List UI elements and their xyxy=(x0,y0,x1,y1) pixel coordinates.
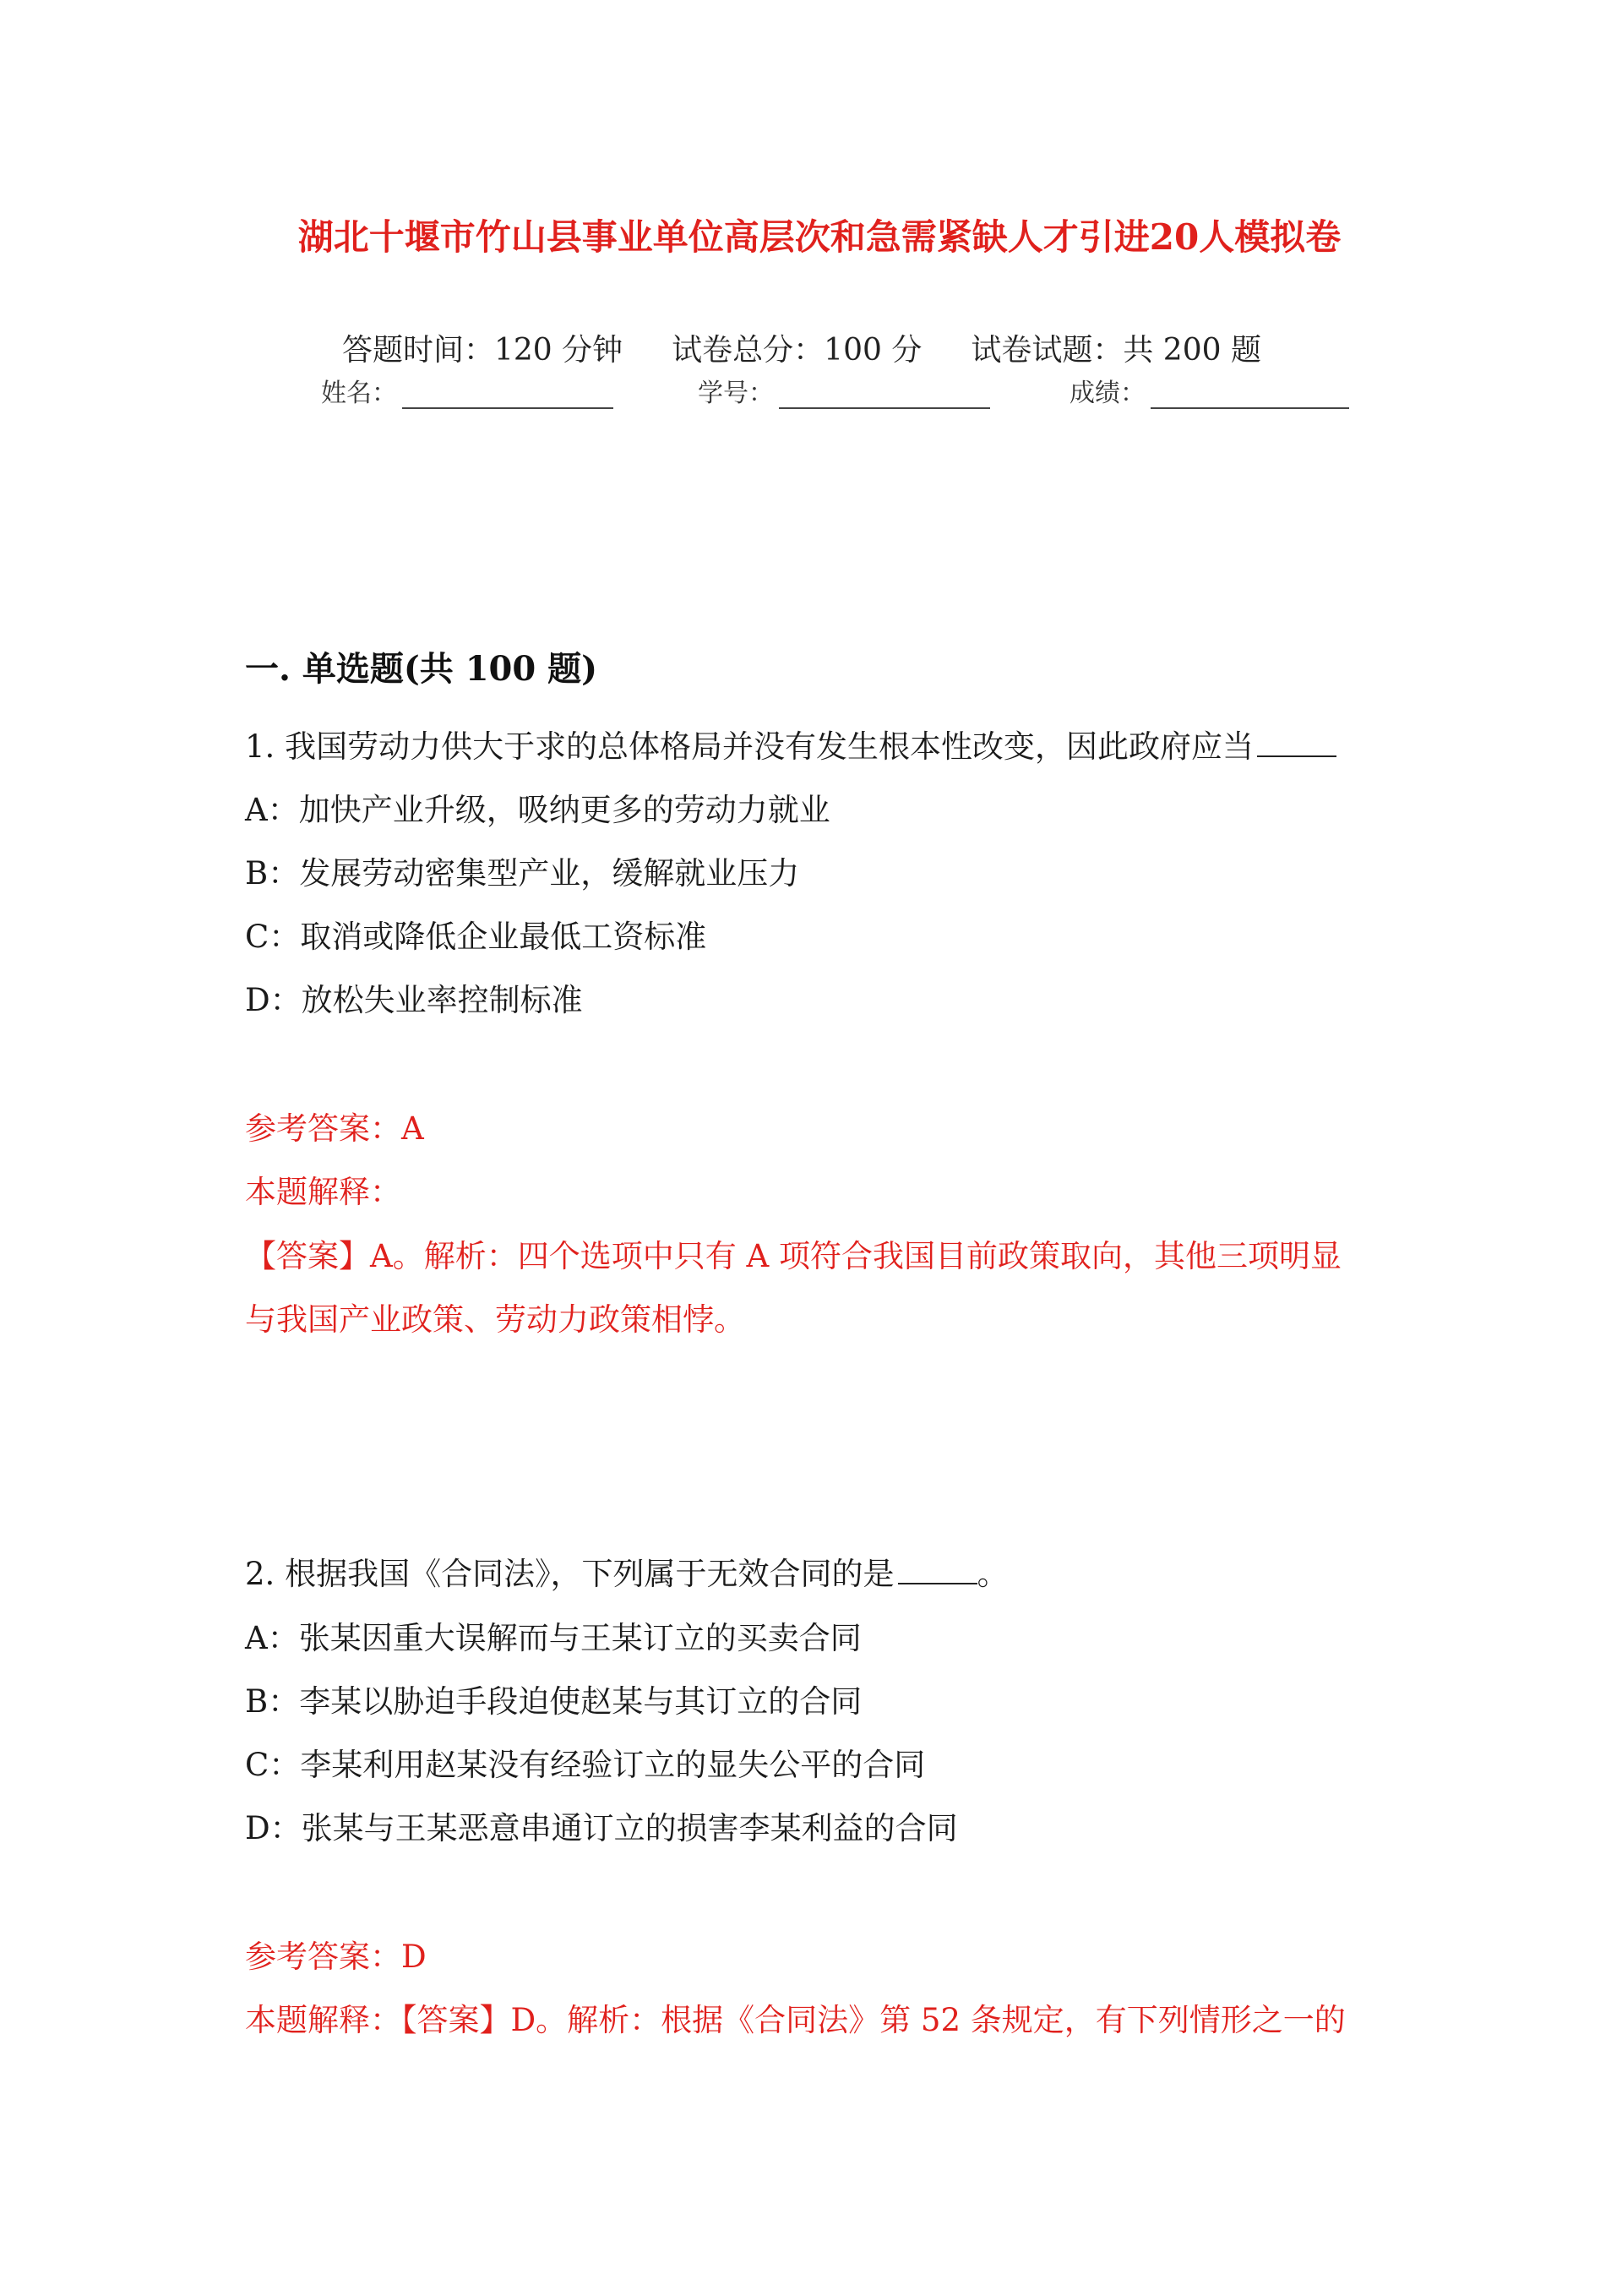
explanation-line: 本题解释：【答案】D。解析：根据《合同法》第 52 条规定，有下列情形之一的 xyxy=(245,2002,1346,2038)
exam-title: 湖北十堰市竹山县事业单位高层次和急需紧缺人才引进20人模拟卷 xyxy=(297,216,1342,258)
option-b: B：李某以胁迫手段迫使赵某与其订立的合同 xyxy=(245,1683,863,1720)
exam-total-score: 试卷总分：100 分 xyxy=(672,333,923,368)
name-blank[interactable] xyxy=(402,380,613,409)
student-id-field[interactable] xyxy=(698,372,990,409)
explanation-label: 本题解释： xyxy=(245,1174,401,1210)
option-a: A：加快产业升级，吸纳更多的劳动力就业 xyxy=(245,792,830,828)
option-c: C：取消或降低企业最低工资标准 xyxy=(245,919,707,955)
answer-blank xyxy=(1257,725,1336,757)
score-blank[interactable] xyxy=(1151,380,1349,409)
explanation-line: 与我国产业政策、劳动力政策相悖。 xyxy=(245,1301,745,1338)
option-b: B：发展劳动密集型产业，缓解就业压力 xyxy=(245,855,800,892)
explanation-line: 【答案】A。解析：四个选项中只有 A 项符合我国目前政策取向，其他三项明显 xyxy=(245,1238,1342,1274)
student-id-label: 学号： xyxy=(698,379,774,408)
exam-time: 答题时间：120 分钟 xyxy=(342,333,623,368)
option-a: A：张某因重大误解而与王某订立的买卖合同 xyxy=(245,1620,862,1656)
exam-question-count: 试卷试题：共 200 题 xyxy=(971,333,1261,368)
name-label: 姓名： xyxy=(321,379,397,408)
name-field[interactable] xyxy=(321,372,613,409)
score-label: 成绩： xyxy=(1070,379,1146,408)
option-d: D：放松失业率控制标准 xyxy=(245,982,583,1018)
answer-blank xyxy=(898,1552,977,1584)
reference-answer: 参考答案：A xyxy=(245,1110,424,1147)
student-id-blank[interactable] xyxy=(779,380,990,409)
question-stem: 2. 根据我国《合同法》，下列属于无效合同的是 。 xyxy=(245,1548,1009,1594)
section-title: 一. 单选题(共 100 题) xyxy=(245,649,598,689)
score-field[interactable] xyxy=(1070,372,1349,409)
exam-info-row xyxy=(342,326,1261,369)
question-stem: 1. 我国劳动力供大于求的总体格局并没有发生根本性改变，因此政府应当 xyxy=(245,721,1336,766)
option-c: C：李某利用赵某没有经验订立的显失公平的合同 xyxy=(245,1747,926,1783)
option-d: D：张某与王某恶意串通订立的损害李某利益的合同 xyxy=(245,1810,958,1846)
reference-answer: 参考答案：D xyxy=(245,1939,427,1975)
